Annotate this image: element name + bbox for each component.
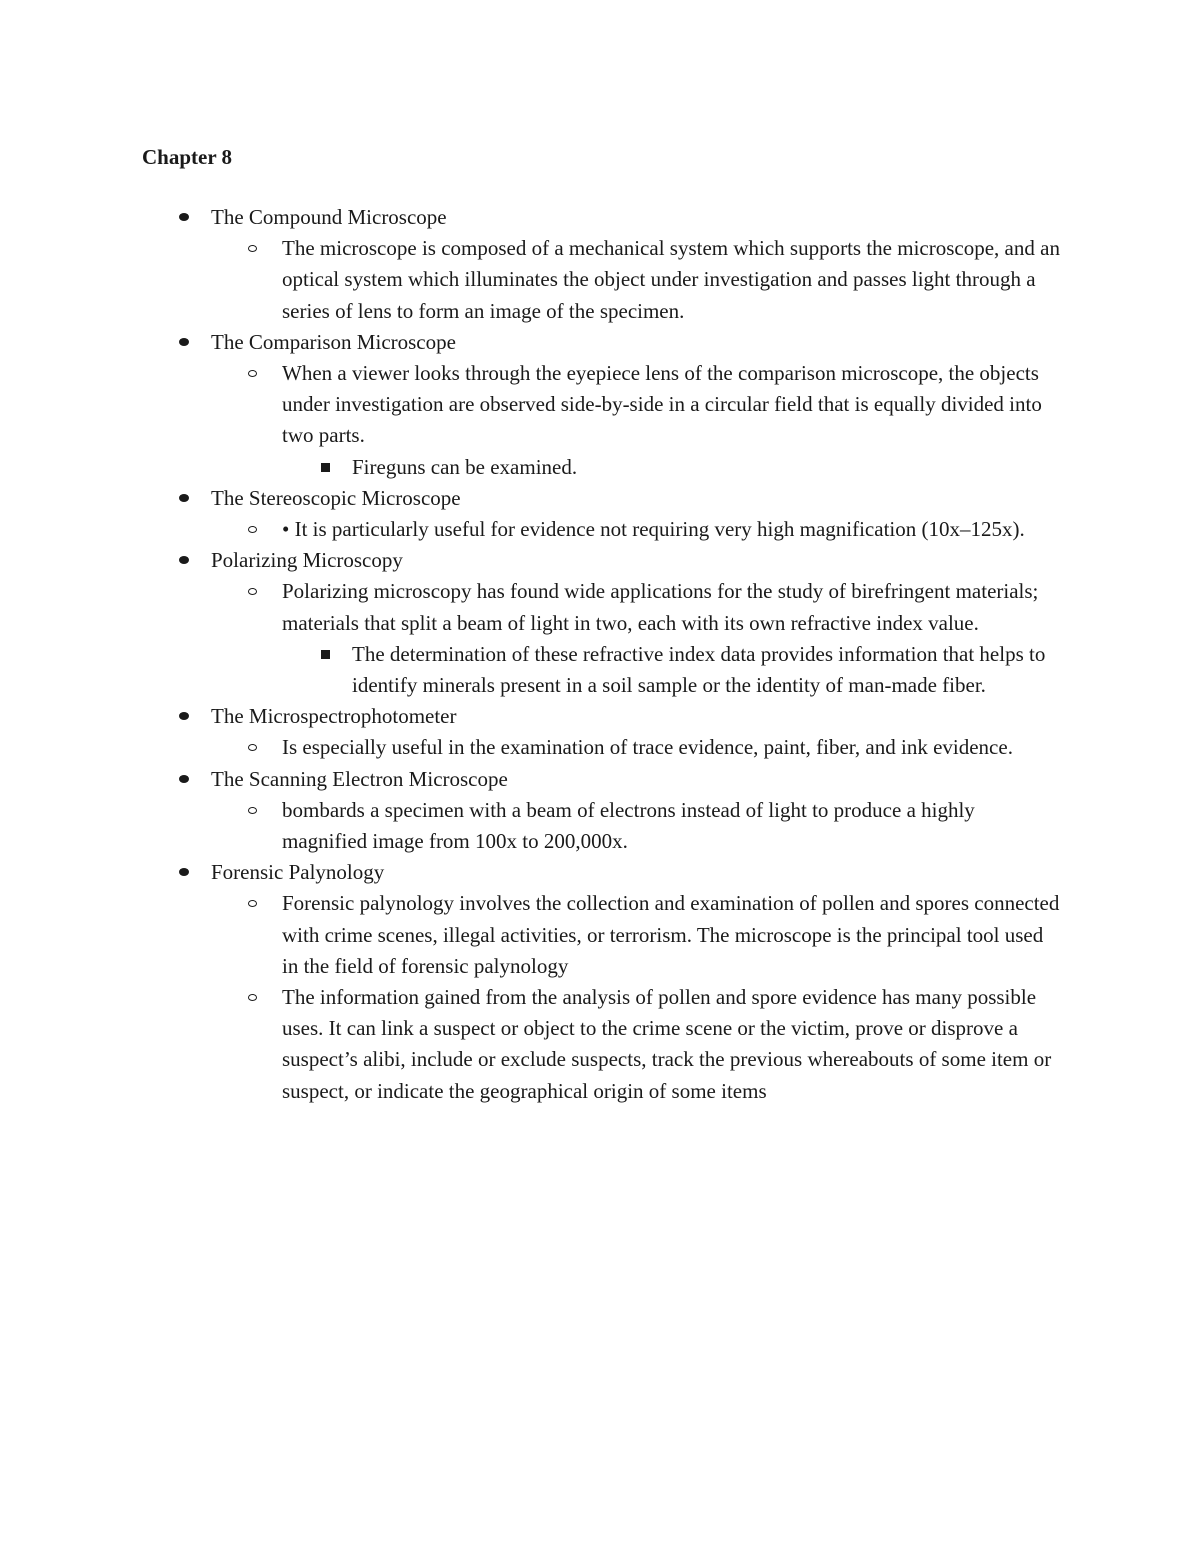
list-item: [0, 732, 1062, 763]
item-text: Is especially useful in the examination of trace evidence, paint, fiber, and ink evidence.: [282, 735, 1013, 760]
list-item: [0, 888, 1062, 982]
list-item: [0, 327, 1061, 358]
circle-bullet-icon: [248, 370, 257, 377]
item-text: Forensic palynology involves the collection and examination of pollen and spores connected with crime scenes, illegal activities, or terrorism. The microscope is the principal tool used in the field of forensic palynology: [282, 891, 1060, 978]
item-text: The Stereoscopic Microscope: [211, 485, 461, 510]
item-text: When a viewer looks through the eyepiece lens of the comparison microscope, the objects under investigation are observed side-by-side in a circular field that is equally divided into two parts.: [282, 361, 1042, 448]
notes-outline: [0, 202, 1200, 1107]
disc-bullet-icon: [179, 712, 189, 720]
list-item: [0, 701, 1061, 732]
list-item: [0, 233, 1062, 327]
item-text: Forensic Palynology: [211, 860, 385, 885]
disc-bullet-icon: [179, 494, 189, 502]
item-text: bombards a specimen with a beam of electrons instead of light to produce a highly magnified image from 100x to 200,000x.: [282, 797, 975, 854]
disc-bullet-icon: [179, 868, 189, 876]
list-item: [0, 545, 1061, 576]
item-text: The Compound Microscope: [211, 205, 447, 229]
circle-bullet-icon: [248, 588, 257, 595]
item-text: The information gained from the analysis of pollen and spore evidence has many possible uses. It can link a suspect or object to the crime scene or the victim, prove or disprove a suspect’s alibi, include or exclude suspects, track the previous whereabouts of some item or suspect, or indicate the geographical origin of some items: [282, 985, 1052, 1103]
circle-bullet-icon: [248, 744, 257, 751]
list-item: [0, 576, 1062, 638]
list-item: [0, 452, 1062, 483]
list-item: [0, 795, 1062, 857]
disc-bullet-icon: [179, 338, 189, 346]
circle-bullet-icon: [248, 807, 257, 814]
item-text: The determination of these refractive index data provides information that helps to identify minerals present in a soil sample or the identity of man-made fiber.: [352, 641, 1046, 698]
item-text: • It is particularly useful for evidence not requiring very high magnification (10x–125x).: [282, 517, 1025, 542]
chapter-title: Chapter 8: [142, 145, 233, 169]
circle-bullet-icon: [248, 900, 257, 907]
item-text: Fireguns can be examined.: [352, 454, 578, 479]
disc-bullet-icon: [179, 775, 189, 783]
circle-bullet-icon: [248, 994, 257, 1001]
item-text: Polarizing Microscopy: [211, 548, 403, 573]
item-text: The microscope is composed of a mechanical system which supports the microscope, and an optical system which illuminates the object under investigation and passes light through a series of lens to form an image of the specimen.: [282, 236, 1060, 323]
list-item: [0, 358, 1062, 452]
item-text: Polarizing microscopy has found wide applications for the study of birefringent materials; materials that split a beam of light in two, each with its own refractive index value.: [282, 579, 1039, 635]
circle-bullet-icon: [248, 526, 257, 533]
square-bullet-icon: [321, 463, 330, 472]
list-item: [0, 764, 1061, 795]
item-text: The Comparison Microscope: [211, 329, 456, 354]
disc-bullet-icon: [179, 556, 189, 564]
list-item: [0, 982, 1062, 1107]
list-item: [0, 514, 1062, 545]
list-item: [0, 857, 1061, 888]
list-item: [0, 639, 1062, 701]
square-bullet-icon: [321, 650, 330, 659]
disc-bullet-icon: [179, 213, 189, 221]
item-text: The Scanning Electron Microscope: [211, 766, 508, 791]
list-item: [0, 483, 1061, 514]
item-text: The Microspectrophotometer: [211, 704, 457, 729]
list-item: [0, 202, 1061, 233]
circle-bullet-icon: [248, 245, 257, 252]
